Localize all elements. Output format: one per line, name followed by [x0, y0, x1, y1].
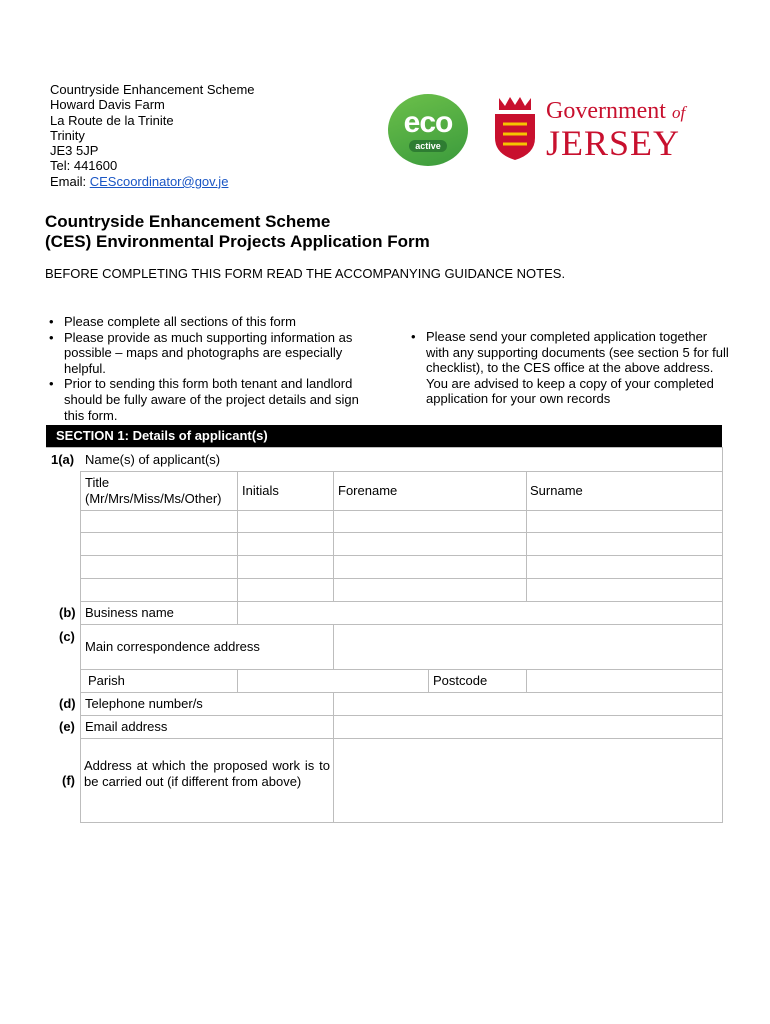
forename-field-1[interactable]: [334, 511, 525, 532]
label-e: (e): [59, 719, 75, 734]
email-label: Email:: [50, 173, 90, 189]
work-address-label: Address at which the proposed work is to be carried out (if different from above): [84, 758, 330, 789]
eco-active-logo: [388, 94, 468, 166]
title-line-2: (CES) Environmental Projects Application Form: [45, 232, 430, 251]
eco-logo-word: eco: [403, 106, 453, 139]
title-field-3[interactable]: [81, 556, 236, 578]
column-title-line1: Title: [85, 475, 110, 490]
section-1-heading: SECTION 1: Details of applicant(s): [46, 425, 722, 447]
address-line: Trinity: [50, 127, 85, 143]
label-b: (b): [59, 605, 76, 620]
gov-word: Government: [546, 98, 666, 124]
surname-field-3[interactable]: [527, 556, 722, 578]
label-d: (d): [59, 696, 76, 711]
email-address-field[interactable]: [334, 716, 722, 738]
column-title: [85, 475, 221, 507]
email-address-label: Email address: [85, 719, 168, 734]
surname-field-2[interactable]: [527, 533, 722, 555]
column-forename: Forename: [338, 483, 398, 498]
list-item: • Prior to sending this form both tenant and landlord should be fully aware of the project details and sign this form.: [45, 376, 375, 423]
initials-field-3[interactable]: [238, 556, 332, 578]
telephone: Tel: 441600: [50, 158, 118, 174]
list-item: • Please complete all sections of this form: [45, 314, 375, 330]
address-line: La Route de la Trinite: [50, 112, 174, 128]
instructions-left: [45, 314, 375, 423]
column-initials: Initials: [242, 483, 279, 498]
title-line-1: Countryside Enhancement Scheme: [45, 212, 331, 231]
initials-field-4[interactable]: [238, 579, 332, 601]
list-item: • Please provide as much supporting information as possible – maps and photographs are especially helpful.: [45, 330, 375, 377]
gov-of: of: [671, 103, 686, 122]
contact-address: [50, 82, 255, 189]
postcode-field[interactable]: [527, 670, 722, 692]
correspondence-address-label: Main correspondence address: [85, 639, 260, 654]
forename-field-3[interactable]: [334, 556, 525, 578]
forename-field-4[interactable]: [334, 579, 525, 601]
list-item: • Please send your completed application together with any supporting documents (see section 5 for full checklist), to the CES office at the above address. You are advised to keep a copy of your completed application for your own records: [407, 329, 729, 407]
telephone-field[interactable]: [334, 693, 722, 715]
business-name-label: Business name: [85, 605, 174, 620]
surname-field-4[interactable]: [527, 579, 722, 601]
forename-field-2[interactable]: [334, 533, 525, 555]
form-title: [45, 212, 430, 252]
address-line: JE3 5JP: [50, 143, 99, 159]
jersey-crest-icon: [493, 94, 537, 162]
label-1a: 1(a): [51, 452, 75, 467]
email-link[interactable]: CEScoordinator@gov.je: [89, 173, 229, 189]
parish-field[interactable]: [238, 670, 428, 692]
initials-field-1[interactable]: [238, 511, 332, 532]
column-surname: Surname: [530, 483, 583, 498]
label-c: (c): [59, 629, 75, 644]
instructions-right: [407, 329, 729, 407]
address-line: Howard Davis Farm: [50, 97, 165, 113]
gov-jersey-line1: [546, 98, 685, 125]
eco-logo-sub: active: [409, 140, 447, 152]
column-title-line2: (Mr/Mrs/Miss/Ms/Other): [85, 491, 222, 506]
label-f: (f): [62, 773, 75, 788]
telephone-label: Telephone number/s: [85, 696, 203, 711]
work-address-field[interactable]: [334, 739, 722, 822]
email-line: [50, 174, 255, 189]
parish-label: Parish: [88, 673, 125, 688]
business-name-field[interactable]: [238, 602, 722, 624]
gov-jersey-line2: JERSEY: [546, 123, 681, 163]
guidance-notice: BEFORE COMPLETING THIS FORM READ THE ACCOMPANYING GUIDANCE NOTES.: [45, 266, 566, 281]
surname-field-1[interactable]: [527, 511, 722, 532]
address-line: Countryside Enhancement Scheme: [50, 82, 255, 97]
correspondence-address-field[interactable]: [334, 625, 722, 669]
title-field-4[interactable]: [81, 579, 236, 601]
title-field-2[interactable]: [81, 533, 236, 555]
title-field-1[interactable]: [81, 511, 236, 532]
postcode-label: Postcode: [433, 673, 488, 688]
initials-field-2[interactable]: [238, 533, 332, 555]
applicant-names-label: Name(s) of applicant(s): [85, 452, 221, 467]
